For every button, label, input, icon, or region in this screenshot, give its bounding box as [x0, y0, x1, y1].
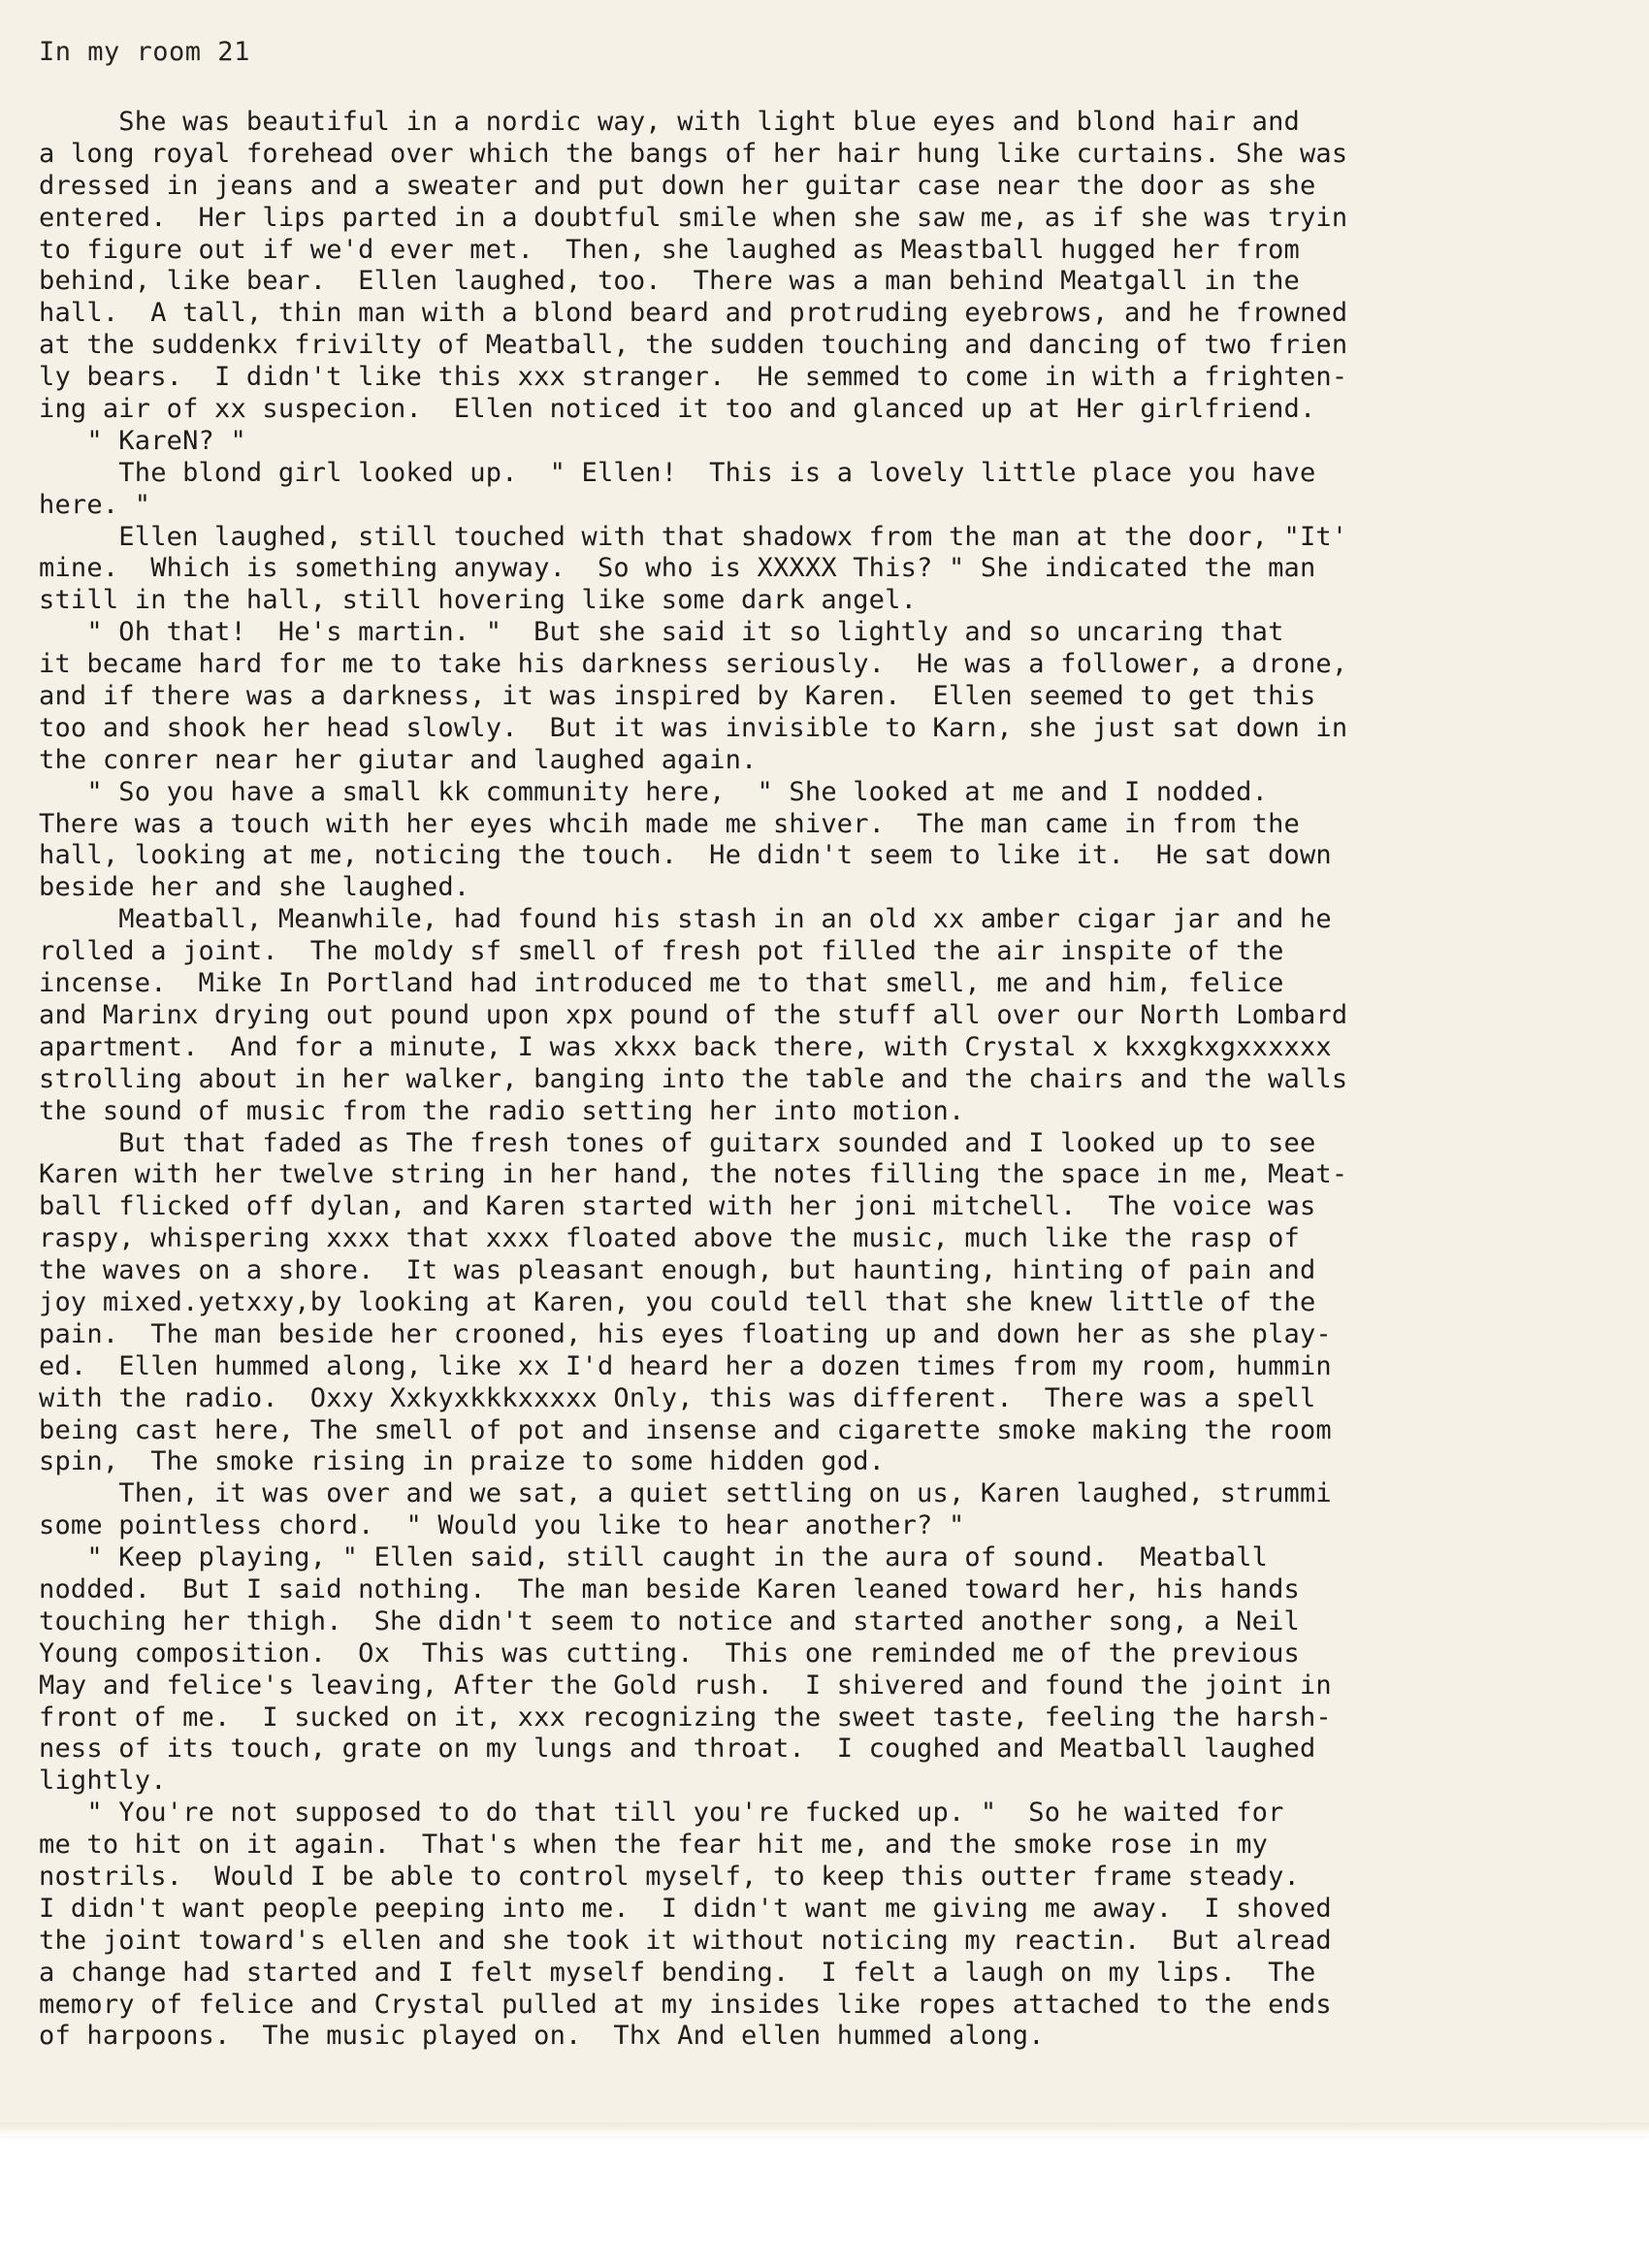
- text-line: here. ": [39, 489, 151, 520]
- manuscript-body: [39, 107, 1630, 2053]
- text-line: But that faded as The fresh tones of guitarx sounded and I looked up to see: [39, 1127, 1316, 1158]
- text-line: ing air of xx suspecion. Ellen noticed it too and glanced up at Her girlfriend.: [39, 394, 1316, 425]
- text-line: ness of its touch, grate on my lungs and throat. I coughed and Meatball laughed: [39, 1733, 1316, 1765]
- text-line: of harpoons. The music played on. Thx And ellen hummed along.: [39, 2021, 1045, 2052]
- text-line: the waves on a shore. It was pleasant enough, but haunting, hinting of pain and: [39, 1255, 1316, 1286]
- text-line: front of me. I sucked on it, xxx recognizing the sweet taste, feeling the harsh-: [39, 1701, 1332, 1733]
- text-line: There was a touch with her eyes whcih made me shiver. The man came in from the: [39, 808, 1300, 839]
- text-line: the joint toward's ellen and she took it without noticing my reactin. But alread: [39, 1925, 1332, 1956]
- text-line: behind, like bear. Ellen laughed, too. There was a man behind Meatgall in the: [39, 266, 1300, 297]
- text-line: pain. The man beside her crooned, his eyes floating up and down her as she play-: [39, 1318, 1332, 1349]
- text-line: beside her and she laughed.: [39, 872, 470, 903]
- text-line: touching her thigh. She didn't seem to notice and started another song, a Neil: [39, 1605, 1300, 1636]
- text-line: being cast here, The smell of pot and insense and cigarette smoke making the room: [39, 1414, 1332, 1445]
- text-line: a change had started and I felt myself bending. I felt a laugh on my lips. The: [39, 1957, 1316, 1988]
- text-line: and if there was a darkness, it was inspired by Karen. Ellen seemed to get this: [39, 681, 1316, 712]
- text-line: Karen with her twelve string in her hand, the notes filling the space in me, Meat-: [39, 1159, 1348, 1190]
- text-line: The blond girl looked up. " Ellen! This is a lovely little place you have: [39, 457, 1316, 488]
- text-line: hall, looking at me, noticing the touch. He didn't seem to like it. He sat down: [39, 840, 1332, 871]
- text-line: a long royal forehead over which the bangs of her hair hung like curtains. She was: [39, 138, 1348, 169]
- text-line: Then, it was over and we sat, a quiet settling on us, Karen laughed, strummi: [39, 1478, 1332, 1509]
- text-line: rolled a joint. The moldy sf smell of fresh pot filled the air inspite of the: [39, 936, 1284, 967]
- text-line: it became hard for me to take his darkness seriously. He was a follower, a drone,: [39, 649, 1348, 680]
- text-line: memory of felice and Crystal pulled at my insides like ropes attached to the ends: [39, 1989, 1332, 2020]
- text-line: " Keep playing, " Ellen said, still caught in the aura of sound. Meatball: [39, 1542, 1269, 1573]
- text-line: " KareN? ": [39, 425, 246, 456]
- text-line: " You're not supposed to do that till you're fucked up. " So he waited for: [39, 1798, 1284, 1829]
- text-line: lightly.: [39, 1766, 167, 1797]
- text-line: with the radio. Oxxy Xxkyxkkkxxxxx Only, this was different. There was a spell: [39, 1382, 1316, 1413]
- paper-bottom-edge: [0, 2122, 1649, 2136]
- text-line: incense. Mike In Portland had introduced me to that smell, me and him, felice: [39, 968, 1284, 999]
- text-line: ly bears. I didn't like this xxx stranger. He semmed to come in with a frighten-: [39, 362, 1348, 393]
- text-line: Meatball, Meanwhile, had found his stash in an old xx amber cigar jar and he: [39, 904, 1332, 935]
- text-line: apartment. And for a minute, I was xkxx back there, with Crystal x kxxgkxgxxxxxx: [39, 1031, 1332, 1062]
- text-line: joy mixed.yetxxy,by looking at Karen, you could tell that she knew little of the: [39, 1286, 1316, 1317]
- text-line: at the suddenkx frivilty of Meatball, the sudden touching and dancing of two frien: [39, 330, 1348, 361]
- text-line: dressed in jeans and a sweater and put down her guitar case near the door as she: [39, 170, 1316, 201]
- text-line: hall. A tall, thin man with a blond beard and protruding eyebrows, and he frowned: [39, 298, 1348, 329]
- text-line: ball flicked off dylan, and Karen started with her joni mitchell. The voice was: [39, 1191, 1316, 1222]
- text-line: I didn't want people peeping into me. I didn't want me giving me away. I shoved: [39, 1893, 1332, 1924]
- text-line: entered. Her lips parted in a doubtful smile when she saw me, as if she was tryin: [39, 202, 1348, 233]
- page-header: In my room 21: [39, 37, 250, 67]
- text-line: the sound of music from the radio setting her into motion.: [39, 1095, 965, 1126]
- text-line: too and shook her head slowly. But it was invisible to Karn, she just sat down in: [39, 712, 1348, 743]
- text-line: mine. Which is something anyway. So who is XXXXX This? " She indicated the man: [39, 553, 1316, 584]
- text-line: ed. Ellen hummed along, like xx I'd heard her a dozen times from my room, hummin: [39, 1350, 1332, 1381]
- text-line: " Oh that! He's martin. " But she said it so lightly and so uncaring that: [39, 617, 1284, 648]
- text-line: nostrils. Would I be able to control myself, to keep this outter frame steady.: [39, 1861, 1300, 1892]
- text-line: She was beautiful in a nordic way, with light blue eyes and blond hair and: [39, 107, 1300, 137]
- text-line: me to hit on it again. That's when the fear hit me, and the smoke rose in my: [39, 1830, 1269, 1861]
- text-line: Ellen laughed, still touched with that shadowx from the man at the door, "It': [39, 521, 1348, 552]
- text-line: May and felice's leaving, After the Gold rush. I shivered and found the joint in: [39, 1669, 1332, 1701]
- text-line: spin, The smoke rising in praize to some hidden god.: [39, 1446, 886, 1477]
- text-line: and Marinx drying out pound upon xpx pound of the stuff all over our North Lombard: [39, 999, 1348, 1030]
- text-line: nodded. But I said nothing. The man beside Karen leaned toward her, his hands: [39, 1573, 1300, 1604]
- text-line: strolling about in her walker, banging into the table and the chairs and the walls: [39, 1063, 1348, 1094]
- text-line: some pointless chord. " Would you like to hear another? ": [39, 1510, 965, 1541]
- text-line: " So you have a small kk community here, " She looked at me and I nodded.: [39, 776, 1269, 807]
- text-line: raspy, whispering xxxx that xxxx floated above the music, much like the rasp of: [39, 1223, 1300, 1254]
- text-line: the conrer near her giutar and laughed again.: [39, 744, 758, 775]
- text-line: still in the hall, still hovering like some dark angel.: [39, 585, 918, 616]
- text-line: Young composition. Ox This was cutting. This one reminded me of the previous: [39, 1637, 1300, 1669]
- text-line: to figure out if we'd ever met. Then, she laughed as Meastball hugged her from: [39, 234, 1300, 265]
